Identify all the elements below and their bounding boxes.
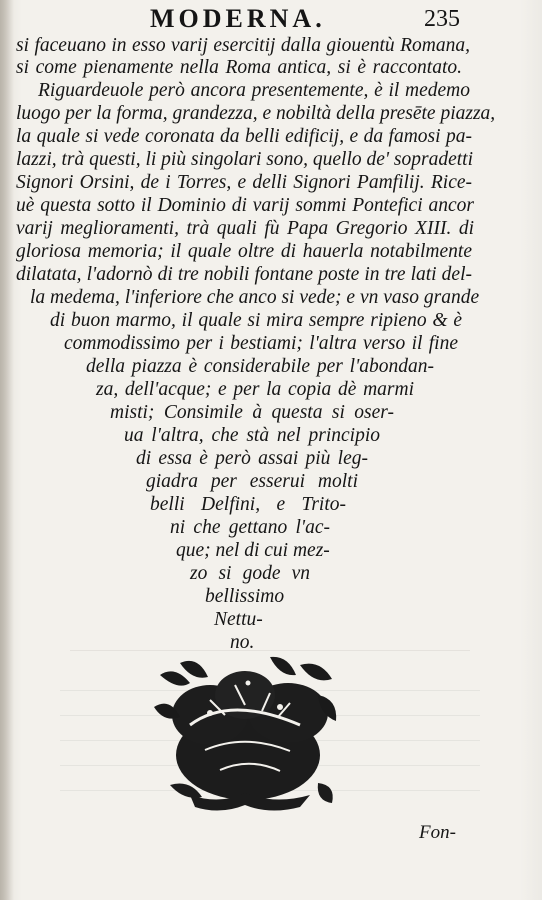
text-line: lazzi, trà questi, li più singolari sono, quello de' sopradetti: [16, 149, 474, 170]
text-line: uè questa sotto il Dominio di varij sommi Pontefici ancor: [16, 195, 474, 216]
text-line: giadra per esserui molti: [146, 471, 358, 492]
text-line: ni che gettano l'ac-: [170, 517, 330, 538]
text-line: la medema, l'inferiore che anco si vede; e vn vaso grande: [30, 287, 480, 308]
text-line: dilatata, l'adornò di tre nobili fontane poste in tre lati del-: [16, 264, 472, 285]
page-number: 235: [424, 6, 460, 32]
woodcut-foliage-ornament-icon: [150, 655, 340, 815]
text-line: di buon marmo, il quale si mira sempre ripieno & è: [50, 310, 462, 331]
text-line: gloriosa memoria; il quale oltre di hauerla notabilmente: [16, 241, 472, 262]
text-line: varij meglioramenti, trà quali fù Papa Gregorio XIII. di: [16, 218, 474, 239]
text-line: no.: [230, 632, 255, 653]
text-line: commodissimo per i bestiami; l'altra verso il fine: [64, 333, 458, 354]
text-line: belli Delfini, e Trito-: [150, 494, 346, 515]
text-line: della piazza è considerabile per l'abondan-: [86, 356, 434, 377]
text-line: za, dell'acque; e per la copia dè marmi: [96, 379, 414, 400]
text-line: si come pienamente nella Roma antica, si è raccontato.: [16, 57, 462, 78]
text-line: que; nel di cui mez-: [176, 540, 330, 561]
text-line: Signori Orsini, de i Torres, e delli Signori Pamfilij. Rice-: [16, 172, 472, 193]
text-line: si faceuano in esso varij esercitij dalla giouentù Romana,: [16, 35, 470, 56]
text-line: misti; Consimile à questa si oser-: [110, 402, 394, 423]
text-line: Nettu-: [214, 609, 263, 630]
text-line: bellissimo: [205, 586, 285, 607]
text-line: zo si gode vn: [190, 563, 310, 584]
running-title: MODERNA.: [150, 4, 326, 33]
text-line: di essa è però assai più leg-: [136, 448, 368, 469]
catchword: Fon-: [419, 822, 456, 843]
page-gutter-shadow: [0, 0, 14, 900]
page-header: [0, 2, 542, 34]
text-line: luogo per la forma, grandezza, e nobiltà della presēte piazza,: [16, 103, 496, 124]
text-line: Riguardeuole però ancora presentemente, è il medemo: [38, 80, 470, 101]
text-line: ua l'altra, che stà nel principio: [124, 425, 380, 446]
text-line: la quale si vede coronata da belli edificij, e da famosi pa-: [16, 126, 472, 147]
